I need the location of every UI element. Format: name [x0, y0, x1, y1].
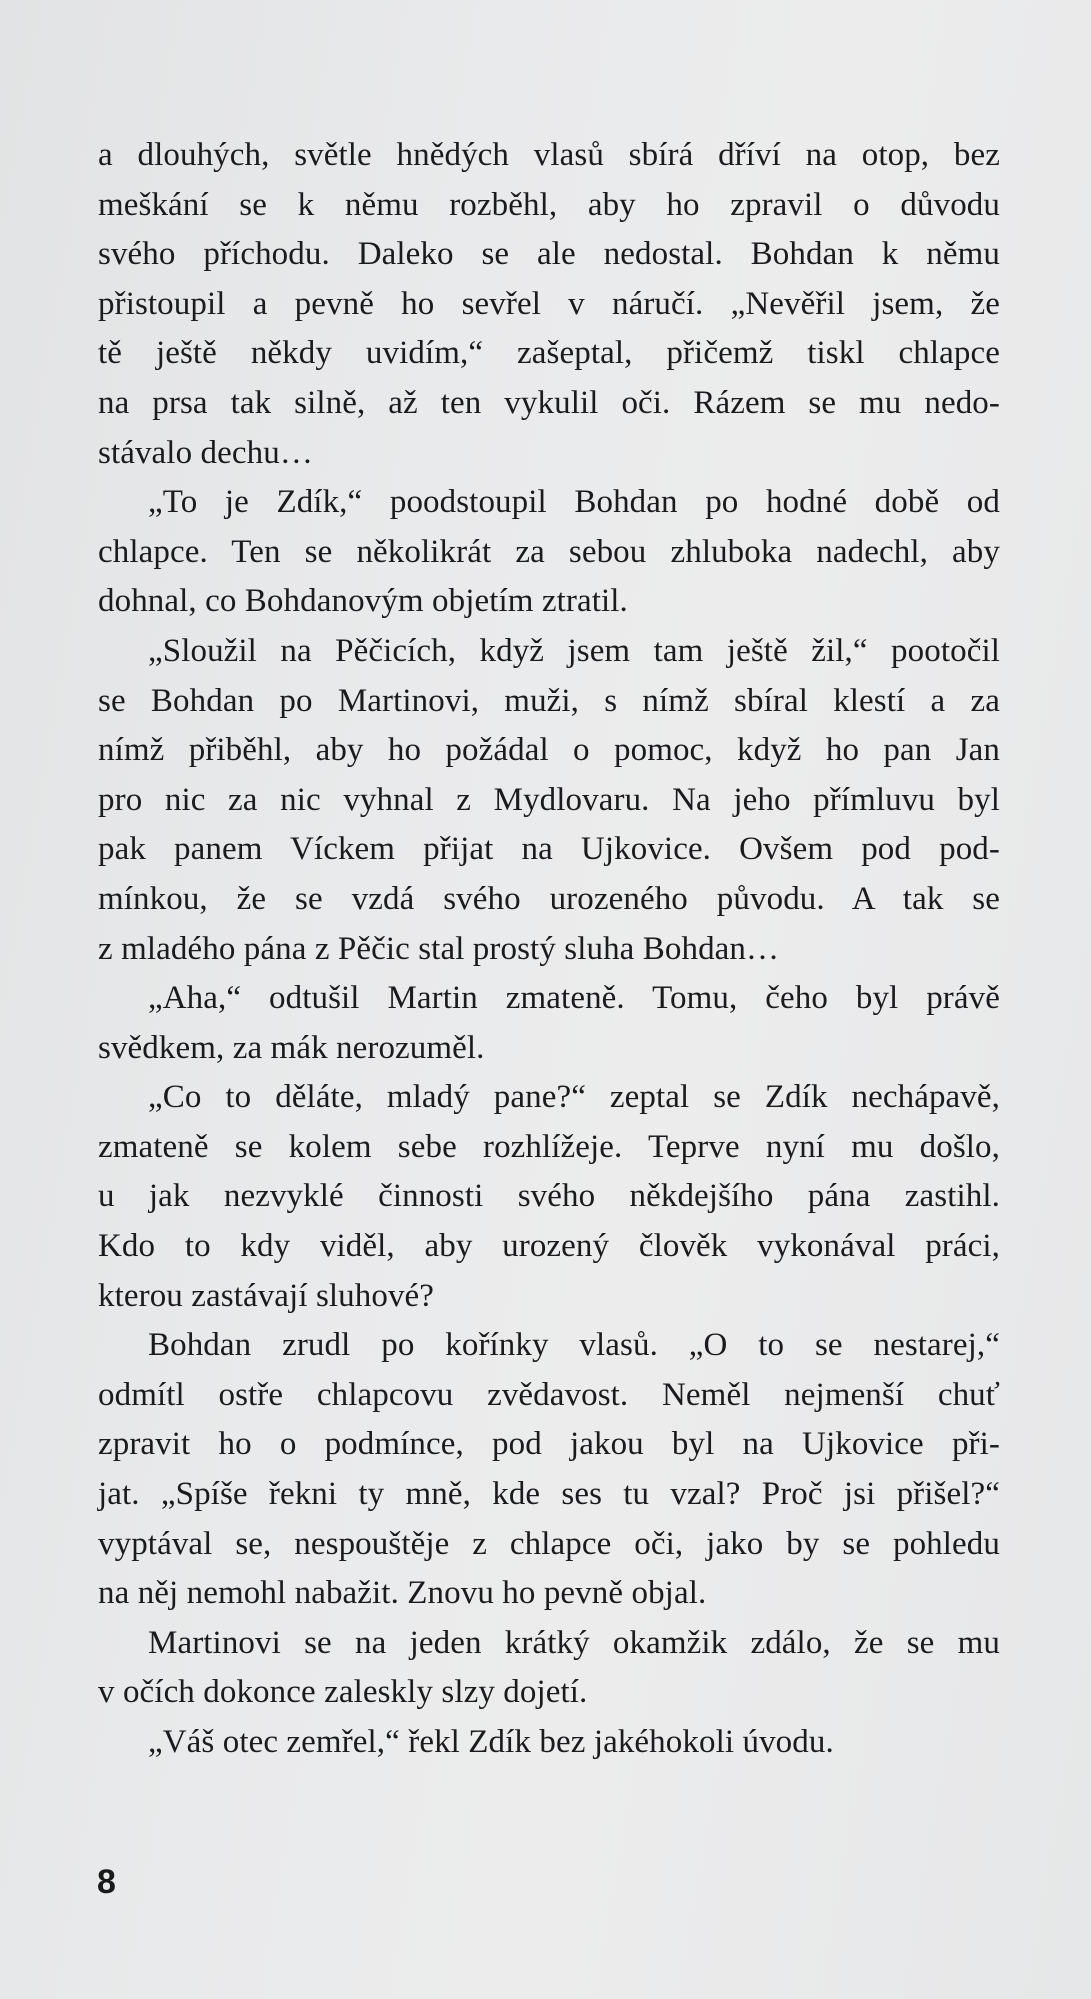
page-number: 8 [97, 1863, 116, 1901]
body-text [98, 131, 1000, 1768]
text-line: přistoupil a pevně ho sevřel v náručí. „Nevěřil jsem, že [98, 285, 1000, 322]
text-line: se Bohdan po Martinovi, muži, s nímž sbíral klestí a za [98, 682, 1000, 719]
text-line: stávalo dechu… [98, 434, 313, 471]
text-line: Kdo to kdy viděl, aby urozený člověk vykonával práci, [98, 1228, 1000, 1265]
text-line: chlapce. Ten se několikrát za sebou zhluboka nadechl, aby [98, 533, 1000, 570]
text-line: odmítl ostře chlapcovu zvědavost. Neměl nejmenší chuť [98, 1376, 1000, 1413]
text-line: „Sloužil na Pěčicích, když jsem tam ještě žil,“ pootočil [148, 632, 1000, 669]
text-line: dohnal, co Bohdanovým objetím ztratil. [98, 583, 628, 620]
text-line: zmateně se kolem sebe rozhlížeje. Teprve nyní mu došlo, [98, 1128, 1000, 1165]
text-line: z mladého pána z Pěčic stal prostý sluha Bohdan… [98, 930, 780, 967]
text-line: mínkou, že se vzdá svého urozeného původu. A tak se [98, 880, 1000, 917]
text-line: Bohdan zrudl po kořínky vlasů. „O to se nestarej,“ [148, 1327, 1000, 1364]
text-line: meškání se k němu rozběhl, aby ho zpravil o důvodu [98, 186, 1000, 223]
text-line: na prsa tak silně, až ten vykulil oči. Rázem se mu nedo- [98, 384, 1000, 421]
text-line: „Aha,“ odtušil Martin zmateně. Tomu, čeho byl právě [148, 980, 1000, 1017]
text-line: „Váš otec zemřel,“ řekl Zdík bez jakéhokoli úvodu. [148, 1724, 834, 1760]
text-line: pro nic za nic vyhnal z Mydlovaru. Na jeho přímluvu byl [98, 781, 1000, 818]
text-line: na něj nemohl nabažit. Znovu ho pevně objal. [98, 1575, 707, 1612]
text-line: pak panem Víckem přijat na Ujkovice. Ovšem pod pod- [98, 831, 1000, 868]
text-line: kterou zastávají sluhové? [98, 1277, 435, 1314]
text-line: tě ještě někdy uvidím,“ zašeptal, přičemž tiskl chlapce [98, 335, 1000, 372]
text-line: svého příchodu. Daleko se ale nedostal. Bohdan k němu [98, 236, 1000, 273]
text-line: zpravit ho o podmínce, pod jakou byl na Ujkovice při- [98, 1426, 1000, 1463]
text-line: v očích dokonce zaleskly slzy dojetí. [98, 1674, 588, 1711]
text-line: Martinovi se na jeden krátký okamžik zdálo, že se mu [148, 1624, 1000, 1661]
text-line: jat. „Spíše řekni ty mně, kde ses tu vzal? Proč jsi přišel?“ [98, 1476, 1000, 1513]
text-line: „Co to děláte, mladý pane?“ zeptal se Zdík nechápavě, [148, 1079, 1000, 1116]
text-line: svědkem, za mák nerozuměl. [98, 1029, 485, 1066]
text-line: nímž přiběhl, aby ho požádal o pomoc, když ho pan Jan [98, 732, 1000, 769]
text-line: a dlouhých, světle hnědých vlasů sbírá dříví na otop, bez [98, 137, 1000, 173]
text-line: vyptával se, nespouštěje z chlapce oči, jako by se pohledu [98, 1525, 1000, 1562]
text-line: „To je Zdík,“ poodstoupil Bohdan po hodné době od [148, 484, 1000, 521]
text-line: u jak nezvyklé činnosti svého někdejšího pána zastihl. [98, 1178, 1000, 1215]
